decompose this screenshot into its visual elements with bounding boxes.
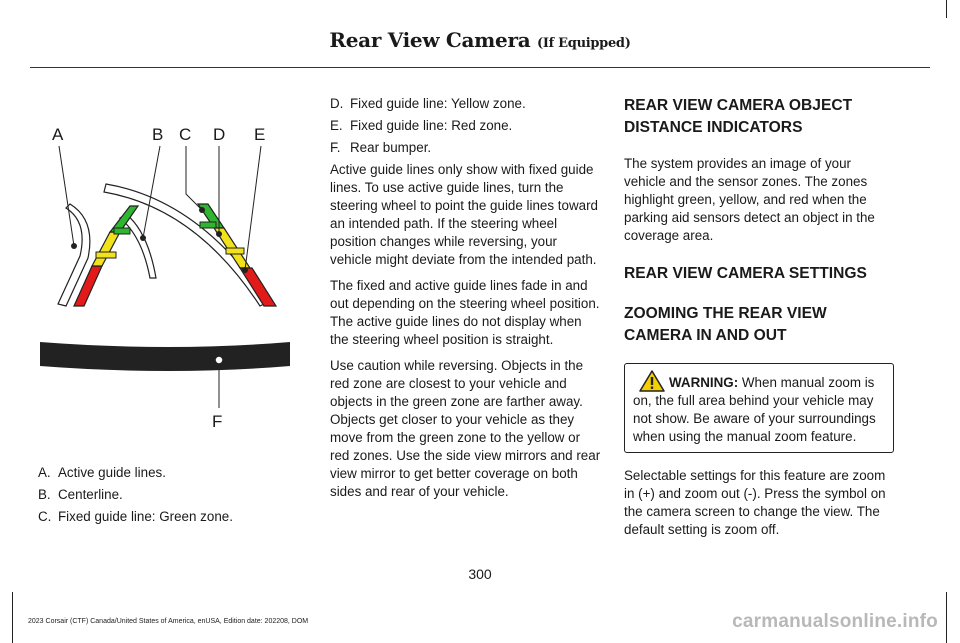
legend-item-b: B. Centerline. bbox=[38, 487, 123, 502]
right-tick-green bbox=[200, 222, 216, 228]
active-guide-lines-paragraph: Active guide lines only show with fixed guide lines. To use active guide lines, turn the steering wheel to point the guide lines toward an intended path. If the steering wheel position changes while reversing, your vehicle might deviate from the intended path. bbox=[330, 162, 598, 267]
right-tick-yellow bbox=[226, 248, 244, 254]
watermark: carmanualsonline.info bbox=[732, 611, 938, 632]
page-title-text: Rear View Camera bbox=[329, 28, 531, 52]
label-d: D bbox=[213, 125, 226, 144]
figure-legend-def bbox=[330, 95, 602, 157]
leader-a bbox=[59, 146, 74, 246]
legend-item-d: D. Fixed guide line: Yellow zone. bbox=[330, 96, 526, 111]
crop-mark-left bbox=[12, 592, 13, 643]
figure-legend-abc bbox=[38, 464, 303, 530]
legend-item-c: C. Fixed guide line: Green zone. bbox=[38, 509, 233, 524]
page-title bbox=[0, 28, 960, 52]
legend-item-e: E. Fixed guide line: Red zone. bbox=[330, 118, 513, 133]
warning-label: WARNING: bbox=[669, 375, 739, 390]
page-subtitle: (If Equipped) bbox=[537, 36, 631, 51]
centerline-arc bbox=[104, 184, 268, 306]
crop-mark-right bbox=[946, 592, 947, 643]
fade-paragraph: The fixed and active guide lines fade in and out depending on the steering wheel position. The active guide lines do not display when the steering wheel position is straight. bbox=[330, 278, 600, 347]
page-number: 300 bbox=[468, 566, 492, 582]
heading-object-distance: REAR VIEW CAMERA OBJECT DISTANCE INDICATORS bbox=[624, 97, 853, 136]
footer-edition-text: 2023 Corsair (CTF) Canada/United States of America, enUSA, Edition date: 202208, DOM bbox=[28, 618, 309, 625]
label-c: C bbox=[179, 125, 192, 144]
column-two bbox=[330, 95, 602, 509]
leader-c bbox=[186, 146, 202, 210]
crop-mark-top bbox=[946, 0, 947, 18]
label-e: E bbox=[254, 125, 266, 144]
left-tick-yellow bbox=[96, 252, 116, 258]
heading-settings: REAR VIEW CAMERA SETTINGS bbox=[624, 265, 867, 282]
selectable-settings-paragraph: Selectable settings for this feature are zoom in (+) and zoom out (-). Press the symbol on the camera screen to change the view. The default setting is zoom off. bbox=[624, 468, 886, 537]
leader-a-dot bbox=[71, 243, 77, 249]
leader-b-dot bbox=[140, 235, 146, 241]
warning-text: When manual zoom is on, the full area behind your vehicle may not show. Be aware of your surroundings when using the manual zoom feature. bbox=[633, 375, 876, 444]
leader-d-dot bbox=[216, 231, 222, 237]
leader-e bbox=[245, 146, 261, 270]
header-rule bbox=[30, 67, 930, 68]
caution-paragraph: Use caution while reversing. Objects in the red zone are closest to your vehicle and objects in the green zone are farther away. Objects get closer to your vehicle as they move from the green zone to the yellow or red zones. Use the side view mirrors and rear view mirror to get better coverage on both sides and rear of your vehicle. bbox=[330, 358, 601, 499]
leader-e-dot bbox=[242, 267, 248, 273]
left-tick-green bbox=[114, 228, 130, 234]
legend-item-a: A. Active guide lines. bbox=[38, 465, 166, 480]
object-distance-paragraph: The system provides an image of your vehicle and the sensor zones. The zones highlight green, yellow, and red when the parking aid sensors detect an object in the coverage area. bbox=[624, 156, 875, 243]
warning-box bbox=[624, 363, 894, 453]
label-a: A bbox=[52, 125, 64, 144]
leader-f-dot bbox=[215, 356, 223, 364]
rear-bumper bbox=[40, 342, 290, 371]
label-b: B bbox=[152, 125, 164, 144]
warning-triangle-icon bbox=[639, 370, 665, 392]
column-three bbox=[624, 95, 894, 547]
label-f: F bbox=[212, 412, 223, 431]
heading-zooming: ZOOMING THE REAR VIEW CAMERA IN AND OUT bbox=[624, 305, 827, 344]
leader-c-dot bbox=[199, 207, 205, 213]
rear-camera-diagram bbox=[30, 110, 312, 440]
leader-b bbox=[143, 146, 160, 238]
left-yellow-zone bbox=[92, 232, 120, 266]
legend-item-f: F. Rear bumper. bbox=[330, 140, 432, 155]
